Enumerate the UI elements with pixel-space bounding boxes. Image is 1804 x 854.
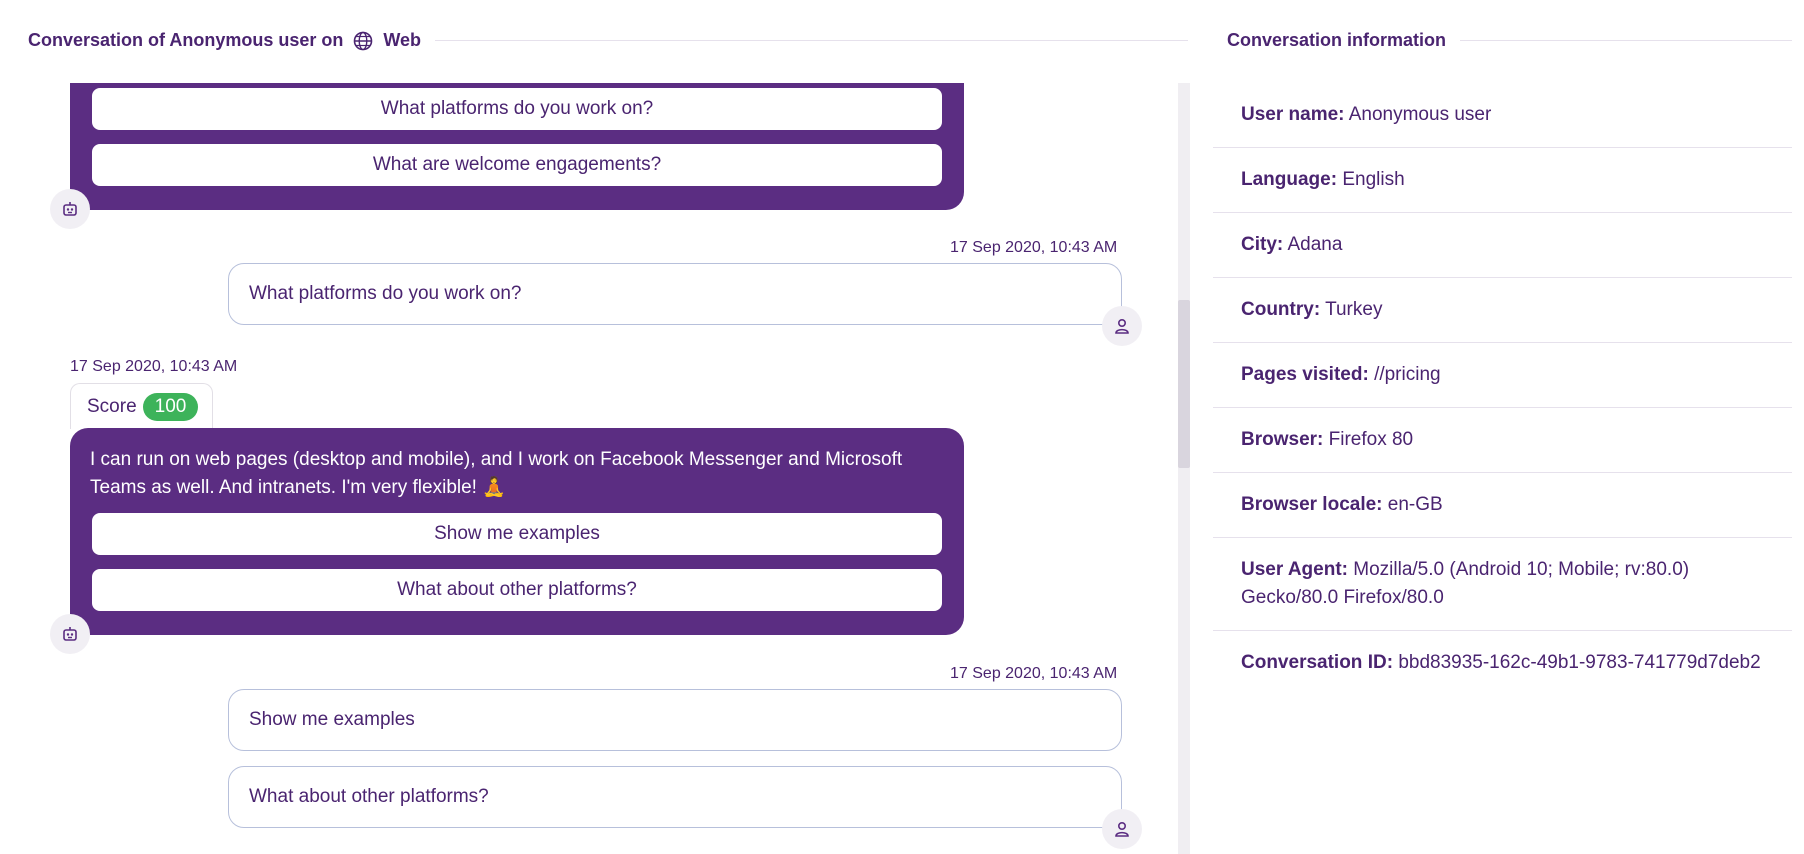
conversation-header <box>28 30 1188 51</box>
info-value: en-GB <box>1387 494 1443 515</box>
info-conversation-id <box>1213 631 1792 695</box>
bot-avatar-icon <box>50 614 90 654</box>
info-title: Conversation information <box>1227 30 1447 50</box>
bot-message <box>70 83 964 210</box>
user-message: What about other platforms? <box>228 766 1122 828</box>
user-avatar-icon <box>1102 809 1142 849</box>
info-value: Mozilla/5.0 (Android 10; Mobile; rv:80.0) Gecko/80.0 Firefox/80.0 <box>1241 559 1690 608</box>
info-label: User name: <box>1241 104 1345 125</box>
header-divider <box>1460 40 1792 41</box>
quick-reply-button[interactable]: What are welcome engagements? <box>92 144 942 186</box>
info-value: English <box>1342 169 1405 190</box>
user-avatar-icon <box>1102 306 1142 346</box>
globe-icon <box>353 31 373 51</box>
info-pages-visited <box>1213 343 1792 408</box>
user-message: Show me examples <box>228 689 1122 751</box>
score-tab <box>70 383 213 429</box>
chat-scrollbar-track[interactable] <box>1178 83 1190 854</box>
info-user-name <box>1213 83 1792 148</box>
bot-message-text: I can run on web pages (desktop and mobile), and I work on Facebook Messenger and Microsoft Teams as well. And intranets. I'm very flexible! 🧘 <box>90 449 903 498</box>
info-user-agent <box>1213 538 1792 631</box>
bot-avatar-icon <box>50 189 90 229</box>
conversation-title: Conversation of Anonymous user on <box>28 30 344 50</box>
info-label: Pages visited: <box>1241 364 1369 385</box>
platform-label: Web <box>383 30 422 50</box>
quick-reply-button[interactable]: What platforms do you work on? <box>92 88 942 130</box>
info-country <box>1213 278 1792 343</box>
info-value: Adana <box>1287 234 1343 255</box>
info-value: bbd83935-162c-49b1-9783-741779d7deb2 <box>1398 652 1761 673</box>
info-label: Language: <box>1241 169 1338 190</box>
info-label: Browser: <box>1241 429 1324 450</box>
info-browser <box>1213 408 1792 473</box>
info-label: Country: <box>1241 299 1321 320</box>
info-value: Firefox 80 <box>1328 429 1414 450</box>
message-timestamp: 17 Sep 2020, 10:43 AM <box>950 239 1118 256</box>
bot-message <box>70 428 964 635</box>
info-label: City: <box>1241 234 1284 255</box>
info-value: //pricing <box>1374 364 1441 385</box>
info-label: Conversation ID: <box>1241 652 1394 673</box>
user-message: What platforms do you work on? <box>228 263 1122 325</box>
info-label: Browser locale: <box>1241 494 1383 515</box>
info-value: Turkey <box>1325 299 1383 320</box>
info-label: User Agent: <box>1241 559 1348 580</box>
chat-transcript[interactable] <box>0 83 1178 854</box>
header-divider <box>435 40 1188 41</box>
info-language <box>1213 148 1792 213</box>
score-label: Score <box>87 395 137 417</box>
info-value: Anonymous user <box>1348 104 1492 125</box>
info-city <box>1213 213 1792 278</box>
quick-reply-button[interactable]: What about other platforms? <box>92 569 942 611</box>
quick-reply-button[interactable]: Show me examples <box>92 513 942 555</box>
conversation-info-list <box>1213 83 1792 695</box>
message-timestamp: 17 Sep 2020, 10:43 AM <box>950 665 1118 682</box>
message-timestamp: 17 Sep 2020, 10:43 AM <box>70 358 238 375</box>
score-badge: 100 <box>143 393 199 421</box>
chat-scrollbar-thumb[interactable] <box>1178 300 1190 468</box>
info-browser-locale <box>1213 473 1792 538</box>
info-header <box>1227 30 1792 51</box>
